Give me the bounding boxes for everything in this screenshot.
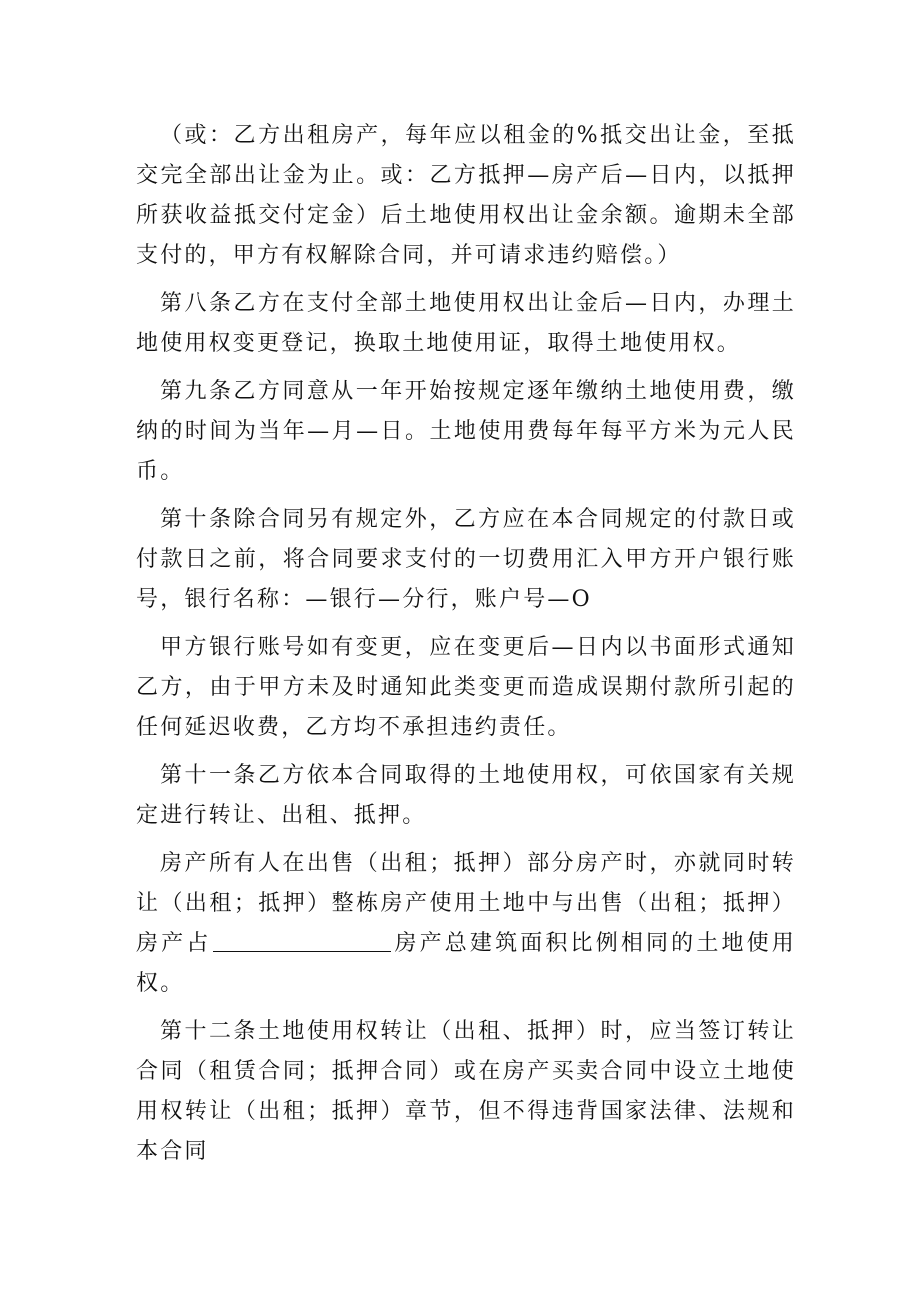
paragraph-article-10: 第十条除合同另有规定外，乙方应在本合同规定的付款日或付款日之前，将合同要求支付的一切费用汇入甲方开户银行账号，银行名称：—银行—分行，账户号—O: [136, 507, 796, 612]
paragraph-article-11: 第十一条乙方依本合同取得的土地使用权，可依国家有关规定进行转让、出租、抵押。: [136, 763, 796, 828]
paragraph-payment-alternatives: （或：乙方出租房产，每年应以租金的%抵交出让金，至抵交完全部出让金为止。或：乙方抵押—房产后—日内，以抵押所获收益抵交付定金）后土地使用权出让金余额。逾期未全部支付的，甲方有权解除合同，并可请求违约赔偿。）: [136, 123, 796, 268]
paragraph-article-12: 第十二条土地使用权转让（出租、抵押）时，应当签订转让合同（租赁合同；抵押合同）或在房产买卖合同中设立土地使用权转让（出租；抵押）章节，但不得违背国家法律、法规和本合同: [136, 1019, 796, 1164]
paragraph-article-8: 第八条乙方在支付全部土地使用权出让金后—日内，办理土地使用权变更登记，换取土地使用证，取得土地使用权。: [136, 291, 796, 356]
paragraph-property-owner-before: 房产所有人在出售（出租；抵押）部分房产时，亦就同时转让（出租；抵押）整栋房产使用土地中与出售（出租；抵押）房产占: [136, 851, 796, 956]
paragraph-property-owner: [136, 844, 796, 1004]
fill-in-blank-line: [213, 929, 391, 952]
paragraph-property-owner-after: 房产总建筑面积比例相同的土地使用权。: [136, 931, 797, 996]
paragraph-article-9: 第九条乙方同意从一年开始按规定逐年缴纳土地使用费，缴纳的时间为当年—月—日。土地使用费每年每平方米为元人民币。: [136, 379, 796, 484]
paragraph-bank-account-change: 甲方银行账号如有变更，应在变更后—日内以书面形式通知乙方，由于甲方未及时通知此类变更而造成误期付款所引起的任何延迟收费，乙方均不承担违约责任。: [136, 635, 796, 740]
document-body: [136, 116, 796, 1180]
